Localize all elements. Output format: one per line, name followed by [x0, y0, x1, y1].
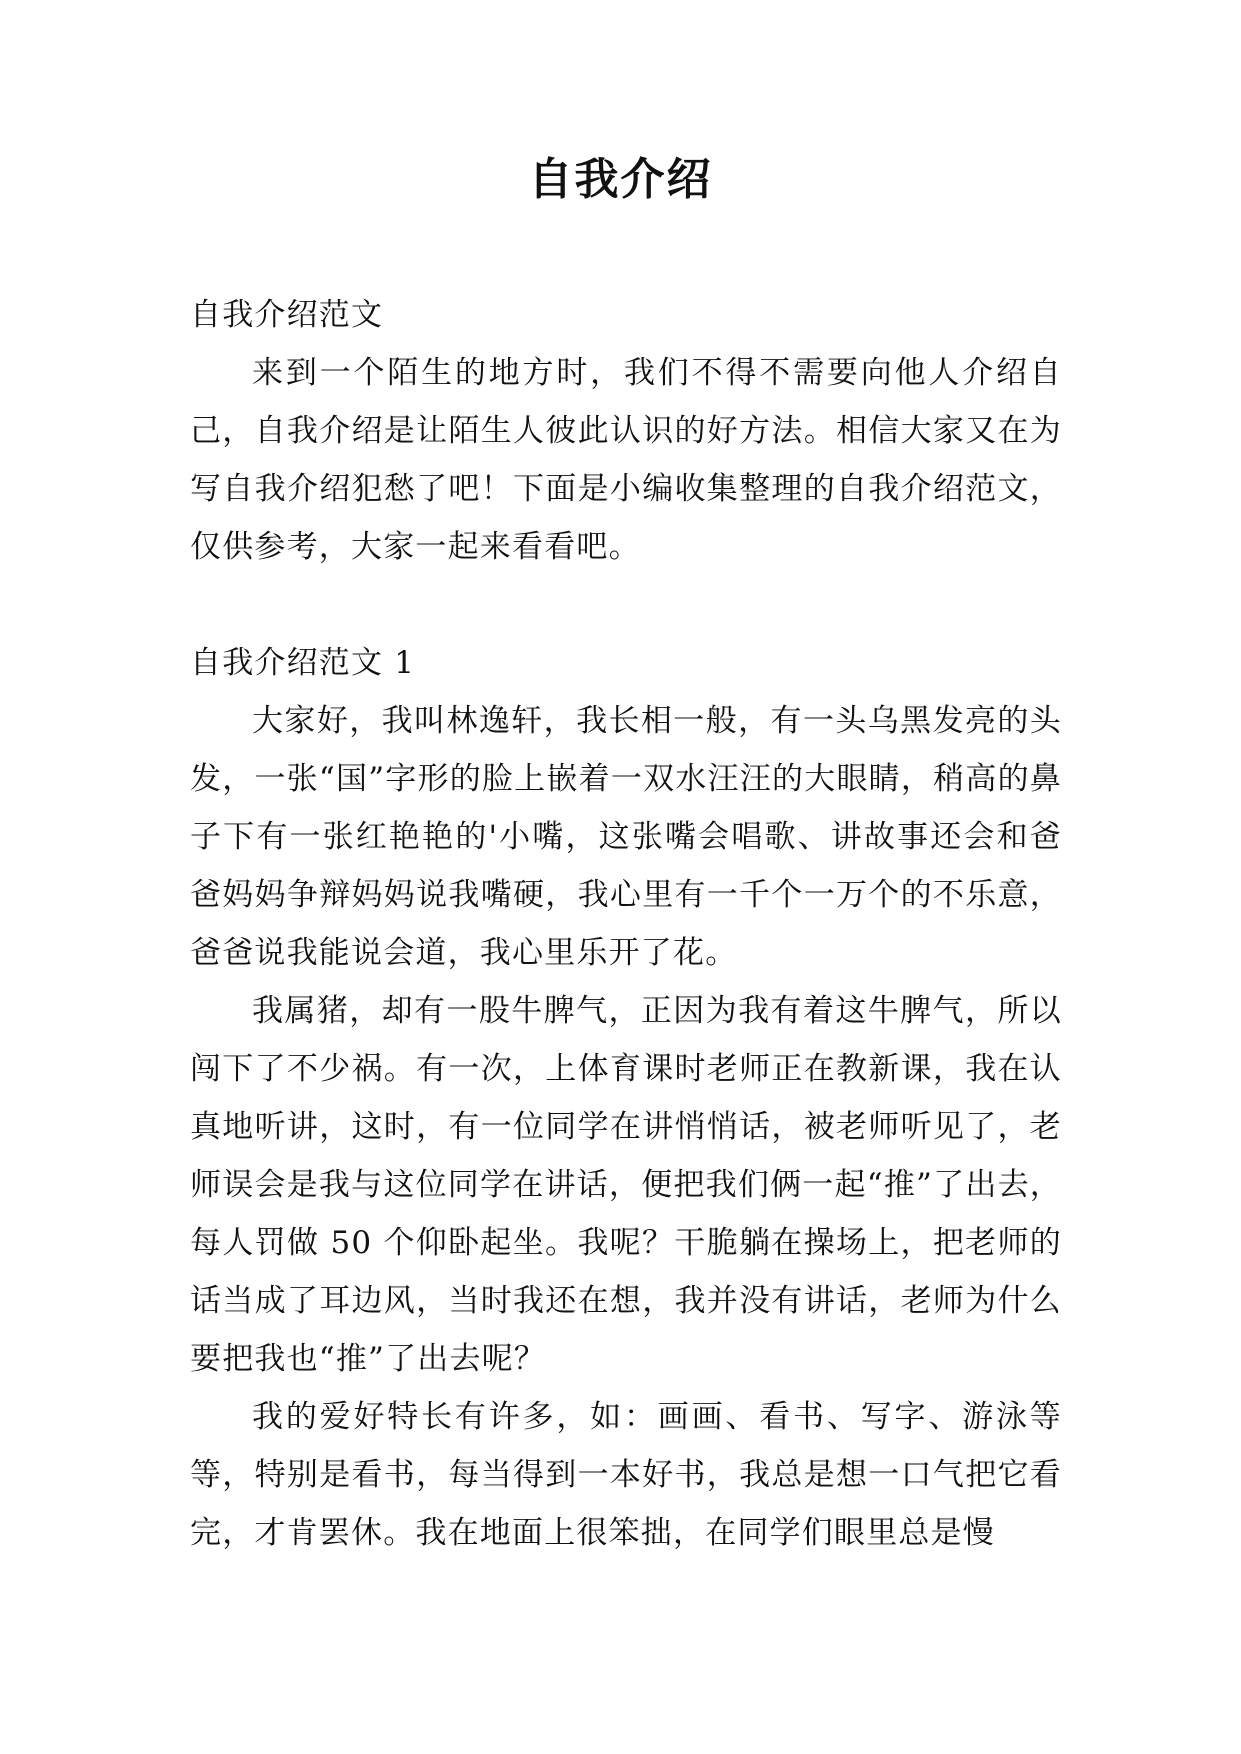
sample1-heading: 自我介绍范文 1 [190, 645, 416, 681]
sample1-paragraph-3: 我的爱好特长有许多，如：画画、看书、写字、游泳等等，特别是看书，每当得到一本好书，我总是想一口气把它看完，才肯罢休。我在地面上很笨拙，在同学们眼里总是慢 [190, 1399, 1062, 1551]
sample1-paragraph-2: 我属猪，却有一股牛脾气，正因为我有着这牛脾气，所以闯下了不少祸。有一次，上体育课时老师正在教新课，我在认真地听讲，这时，有一位同学在讲悄悄话，被老师听见了，老师误会是我与这位同学在讲话，便把我们俩一起“推”了出去，每人罚做 50 个仰卧起坐。我呢？干脆躺在操场上，把老师的话当成了耳边风，当时我还在想，我并没有讲话，老师为什么要把我也“推”了出去呢？ [190, 993, 1062, 1377]
intro-paragraph: 来到一个陌生的地方时，我们不得不需要向他人介绍自己，自我介绍是让陌生人彼此认识的好方法。相信大家又在为写自我介绍犯愁了吧！下面是小编收集整理的自我介绍范文，仅供参考，大家一起来看看吧。 [190, 355, 1062, 565]
document-title: 自我介绍 [528, 154, 713, 205]
intro-heading: 自我介绍范文 [190, 297, 384, 333]
document-body [190, 286, 1062, 1562]
sample1-paragraph-1: 大家好，我叫林逸轩，我长相一般，有一头乌黑发亮的头发，一张“国”字形的脸上嵌着一双水汪汪的大眼睛，稍高的鼻子下有一张红艳艳的'小嘴，这张嘴会唱歌、讲故事还会和爸爸妈妈争辩妈妈说我嘴硬，我心里有一千个一万个的不乐意，爸爸说我能说会道，我心里乐开了花。 [190, 703, 1062, 971]
